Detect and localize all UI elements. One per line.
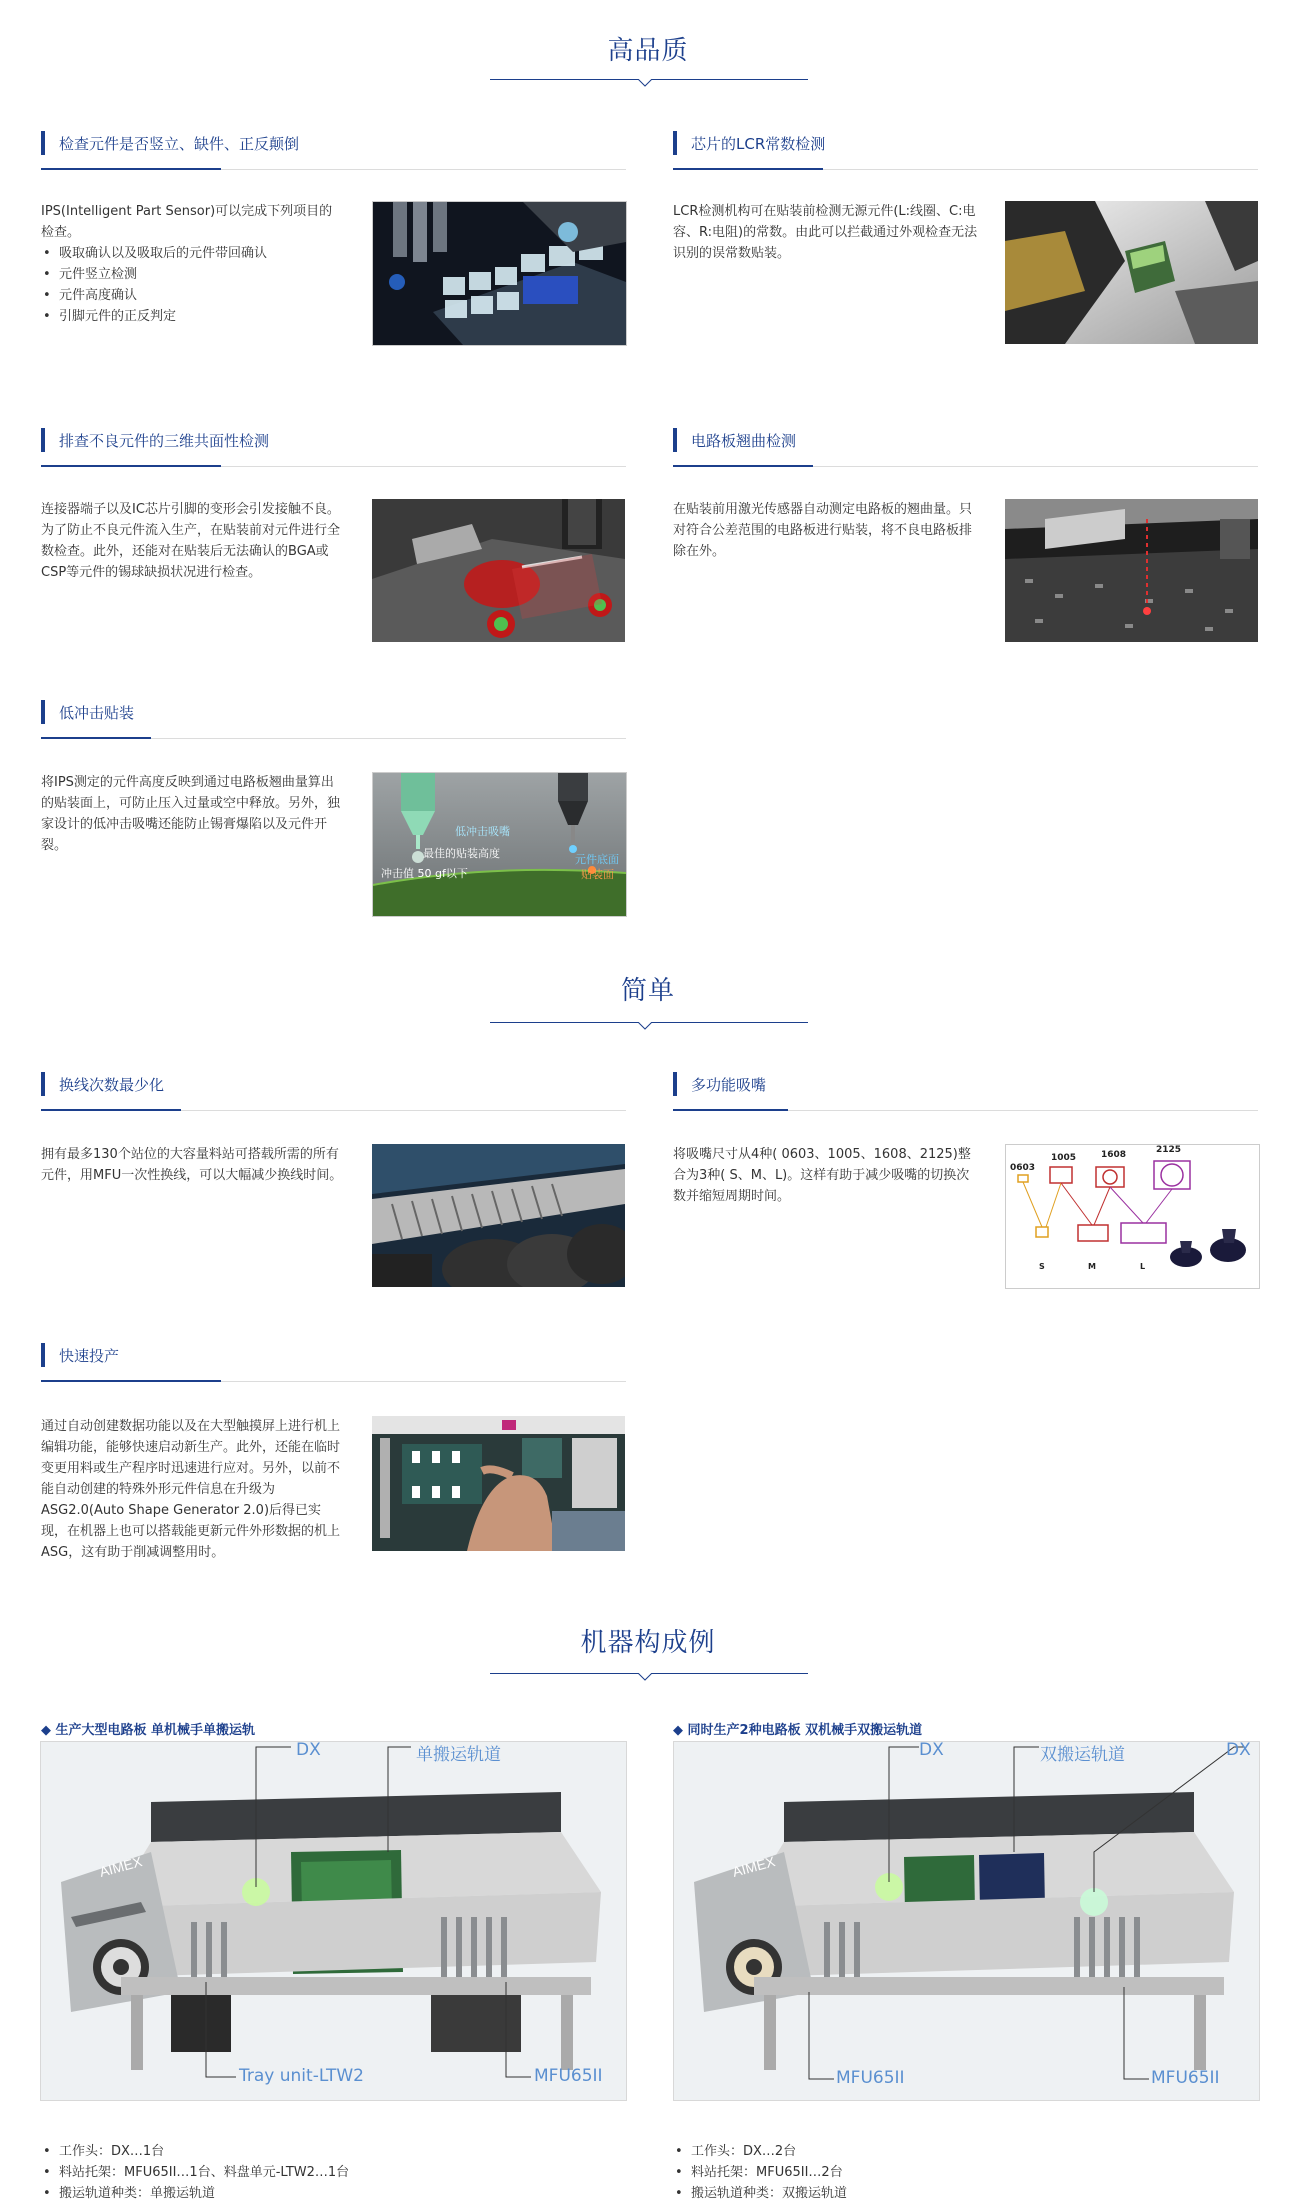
low-impact-nozzle-image <box>372 772 627 917</box>
callout-label: MFU65II <box>534 2066 603 2086</box>
feature-title: 电路板翘曲检测 <box>691 432 797 450</box>
feature-heading-impact <box>41 700 626 724</box>
image-label: 冲击值 50 gf以下 <box>381 867 468 880</box>
divider-notch-icon <box>638 79 652 87</box>
callout-label: 双搬运轨道 <box>1040 1745 1125 1765</box>
callout-label: DX <box>296 1741 321 1760</box>
feature-heading-changeover <box>41 1072 626 1096</box>
machine-brand-logo: AIMEX <box>97 1853 144 1880</box>
nozzle-size-diagram <box>1005 1144 1260 1289</box>
feature-desc-quickstart: 通过自动创建数据功能以及在大型触摸屏上进行机上编辑功能，能够快速启动新生产。此外，还能在临时变更用料或生产程序时迅速进行应对。另外，以前不能自动创建的特殊外形元件信息在升级为ASG2.0(Auto Shape Generator 2.0)后得已实现，在机器上也可以搭载能更新元件外形数据的机上ASG，这有助于削减调整用时。 <box>41 1419 341 1560</box>
list-item: • 料站托架：MFU65II…2台 <box>673 2162 847 2183</box>
feature-title: 检查元件是否竖立、缺件、正反颠倒 <box>59 135 300 153</box>
config-title-single: ◆ 生产大型电路板 单机械手单搬运轨 <box>41 1723 256 1738</box>
feature-desc-nozzle: 将吸嘴尺寸从4种( 0603、1005、1608、2125)整合为3种( S、M、L)。这样有助于减少吸嘴的切换次数并缩短周期时间。 <box>673 1147 971 1204</box>
feature-heading-nozzle <box>673 1072 1258 1096</box>
callout-label: 单搬运轨道 <box>416 1745 501 1765</box>
feature-heading-ips <box>41 131 626 155</box>
image-label: 1005 <box>1051 1153 1077 1163</box>
ips-sensor-image <box>372 201 627 346</box>
feature-desc-coplanarity: 连接器端子以及IC芯片引脚的变形会引发接触不良。为了防止不良元件流入生产，在贴装前对元件进行全数检查。此外，还能对在贴装后无法确认的BGA或CSP等元件的锡球缺损状况进行检查。 <box>41 502 341 580</box>
image-label: 0603 <box>1010 1163 1036 1173</box>
list-item: • 吸取确认以及吸取后的元件带回确认 <box>41 243 341 264</box>
feature-title: 换线次数最少化 <box>59 1076 165 1094</box>
config-spec-list-single <box>41 2141 349 2204</box>
list-item: • 元件竖立检测 <box>41 264 341 285</box>
machine-config-dual-image <box>673 1741 1260 2101</box>
callout-label: Tray unit-LTW2 <box>239 2066 364 2086</box>
image-label: 贴装面 <box>581 868 614 881</box>
section-title-quality: 高品质 <box>607 36 689 66</box>
callout-label: DX <box>1226 1741 1251 1760</box>
image-label: 低冲击吸嘴 <box>455 825 510 838</box>
list-item: • 元件高度确认 <box>41 285 341 306</box>
image-label: 最佳的贴装高度 <box>423 847 500 860</box>
feature-desc-lcr: LCR检测机构可在贴装前检测无源元件(L:线圈、C:电容、R:电阻)的常数。由此可以拦截通过外观检查无法识别的误常数贴装。 <box>673 204 978 261</box>
feature-desc-impact: 将IPS测定的元件高度反映到通过电路板翘曲量算出的贴装面上，可防止压入过量或空中释放。另外，独家设计的低冲击吸嘴还能防止锡膏爆陷以及元件开裂。 <box>41 775 341 853</box>
image-label: 2125 <box>1156 1145 1182 1155</box>
divider-notch-icon <box>638 1673 652 1681</box>
feature-title: 排查不良元件的三维共面性检测 <box>59 432 270 450</box>
image-label: S <box>1039 1262 1045 1271</box>
image-label: M <box>1088 1262 1096 1271</box>
config-title-dual: ◆ 同时生产2种电路板 双机械手双搬运轨道 <box>673 1723 923 1738</box>
feature-heading-lcr <box>673 131 1258 155</box>
list-item: • 搬运轨道种类：单搬运轨道 <box>41 2183 349 2204</box>
list-item: • 料站托架：MFU65II…1台、料盘单元-LTW2…1台 <box>41 2162 349 2183</box>
section-title-config: 机器构成例 <box>580 1628 716 1658</box>
callout-label: DX <box>919 1741 944 1760</box>
list-item: • 引脚元件的正反判定 <box>41 306 341 327</box>
feature-heading-quickstart <box>41 1343 626 1367</box>
machine-brand-logo: AIMEX <box>730 1853 777 1880</box>
feature-heading-warp <box>673 428 1258 452</box>
feeder-unit-image <box>372 1144 625 1287</box>
feature-heading-coplanarity <box>41 428 626 452</box>
callout-label: MFU65II <box>836 2068 905 2088</box>
feature-bullets <box>41 243 341 327</box>
machine-config-single-image <box>40 1741 627 2101</box>
callout-label: MFU65II <box>1151 2068 1220 2088</box>
feature-desc-ips: IPS(Intelligent Part Sensor)可以完成下列项目的检查。 • 吸取确认以及吸取后的元件带回确认 • 元件竖立检测 • 元件高度确认 • 引脚元件的正反判定 <box>41 201 341 327</box>
feature-title: 快速投产 <box>59 1347 120 1365</box>
list-item: • 工作头：DX…1台 <box>41 2141 349 2162</box>
image-label: 元件底面 <box>575 853 619 866</box>
list-item: • 搬运轨道种类：双搬运轨道 <box>673 2183 847 2204</box>
touchscreen-image <box>372 1416 625 1559</box>
feature-desc-warp: 在贴装前用激光传感器自动测定电路板的翘曲量。只对符合公差范围的电路板进行贴装，将不良电路板排除在外。 <box>673 502 973 559</box>
list-item: • 工作头：DX…2台 <box>673 2141 847 2162</box>
feature-title: 低冲击贴装 <box>59 704 135 722</box>
image-label: 1608 <box>1101 1150 1127 1160</box>
coplanarity-laser-image <box>372 499 625 642</box>
config-spec-list-dual <box>673 2141 847 2204</box>
warp-sensor-image <box>1005 499 1258 642</box>
divider-notch-icon <box>638 1022 652 1030</box>
image-label: L <box>1140 1262 1146 1271</box>
feature-title: 多功能吸嘴 <box>691 1076 767 1094</box>
section-title-simple: 简单 <box>620 976 675 1006</box>
feature-title: 芯片的LCR常数检测 <box>691 135 826 153</box>
heading-accent-bar <box>41 131 45 155</box>
lcr-probe-image <box>1005 201 1258 344</box>
feature-desc-changeover: 拥有最多130个站位的大容量料站可搭载所需的所有元件，用MFU一次性换线，可以大幅减少换线时间。 <box>41 1147 343 1183</box>
